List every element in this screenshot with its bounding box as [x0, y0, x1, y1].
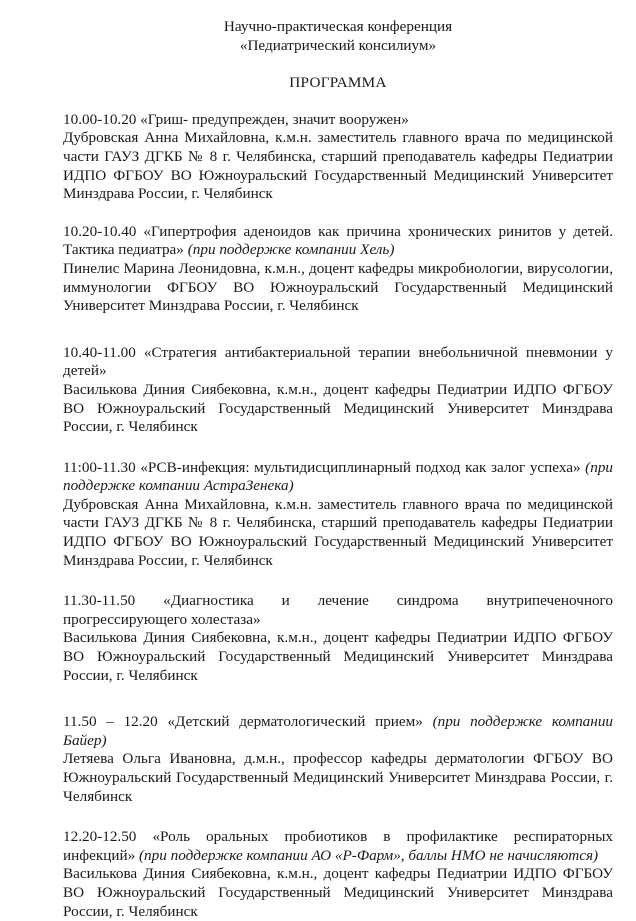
item-speaker: Летяева Ольга Ивановна, д.м.н., профессор кафедры дерматологии ФГБОУ ВО Южноуральский Государственный Медицинский Университет Минздрава России, г. Челябинск [63, 750, 613, 805]
item-sponsor: (при поддержке компании АО «Р-Фарм», баллы НМО не начисляются) [139, 846, 599, 864]
item-time: 12.20-12.50 [63, 828, 137, 846]
item-time: 11.50 – 12.20 [63, 713, 158, 731]
item-speaker: Пинелис Марина Леонидовна, к.м.н., доцент кафедры микробиологии, вирусологии, иммунологии ФГБОУ ВО Южноуральский Государственный Медицинский Университет Минздрава России, г. Челябинск [63, 259, 613, 315]
program-item [63, 223, 613, 316]
conference-header [63, 18, 613, 55]
program-title: ПРОГРАММА [289, 74, 387, 92]
item-topic: «Детский дерматологический прием» [167, 713, 423, 731]
conference-type: Научно-практическая конференция [223, 18, 453, 35]
item-sponsor: (при поддержке компании Хель) [187, 241, 395, 259]
item-sponsor: (при поддержке компании Байер) [63, 713, 614, 749]
item-speaker: Дубровская Анна Михайловна, к.м.н. заместитель главного врача по медицинской части ГАУЗ ДГКБ № 8 г. Челябинска, старший преподаватель кафедры Педиатрии ИДПО ФГБОУ ВО Южноуральский Государственный Медицинский Университет Минздрава России, г. Челябинск [63, 129, 613, 203]
program-item [63, 459, 613, 571]
item-topic: «Роль оральных пробиотиков в профилактике респираторных инфекций» [63, 828, 613, 864]
item-speaker: Василькова Диния Сиябековна, к.м.н., доцент кафедры Педиатрии ИДПО ФГБОУ ВО Южноуральский Государственный Медицинский Университет Минздрава России, г. Челябинск [63, 629, 613, 684]
item-topic: «Гриш- предупрежден, значит вооружен» [140, 110, 409, 128]
item-topic: «Стратегия антибактериальной терапии внебольничной пневмонии у детей» [63, 343, 614, 380]
item-speaker: Дубровская Анна Михайловна, к.м.н. заместитель главного врача по медицинской части ГАУЗ ДГКБ № 8 г. Челябинска, старший преподаватель кафедры Педиатрии ИДПО ФГБОУ ВО Южноуральский Государственный Медицинский Университет Минздрава России, г. Челябинск [63, 495, 613, 569]
program-item [63, 592, 613, 685]
item-time: 10.40-11.00 [63, 343, 136, 361]
item-topic: «РСВ-инфекция: мультидисциплинарный подход как залог успеха» [140, 458, 581, 476]
item-topic: «Гипертрофия аденоидов как причина хронических ринитов у детей. Тактика педиатра» [63, 222, 613, 259]
item-speaker: Василькова Диния Сиябековна, к.м.н., доцент кафедры Педиатрии ИДПО ФГБОУ ВО Южноуральский Государственный Медицинский Университет Минздрава России, г. Челябинск [63, 865, 613, 920]
program-item [63, 344, 613, 437]
program-item [63, 713, 613, 806]
item-speaker: Василькова Диния Сиябековна, к.м.н., доцент кафедры Педиатрии ИДПО ФГБОУ ВО Южноуральский Государственный Медицинский Университет Минздрава России, г. Челябинск [63, 380, 613, 436]
program-item [63, 111, 613, 204]
program-document [63, 18, 613, 921]
item-time: 10.00-10.20 [63, 110, 137, 128]
item-sponsor: (при поддержке компании АстраЗенека) [63, 458, 614, 495]
conference-name: «Педиатрический консилиум» [239, 36, 437, 54]
item-time: 11.30-11.50 [63, 592, 136, 610]
item-topic: «Диагностика и лечение синдрома внутрипеченочного прогрессирующего холестаза» [63, 592, 613, 628]
item-time: 11:00-11.30 [63, 458, 136, 476]
item-time: 10.20-10.40 [63, 222, 137, 240]
program-item [63, 828, 613, 921]
